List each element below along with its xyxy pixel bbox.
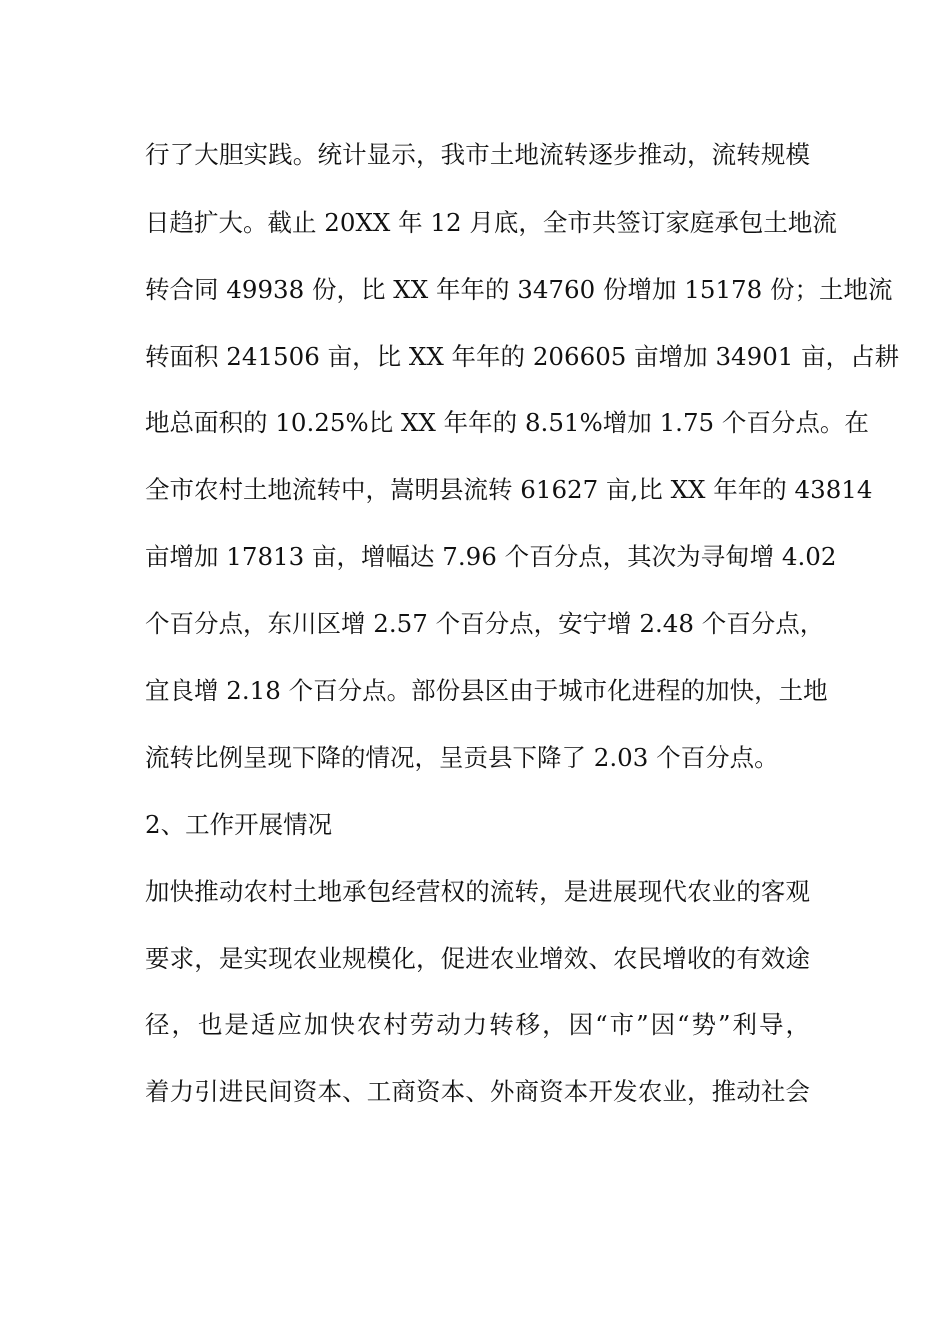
- section-heading: 2、工作开展情况: [145, 810, 333, 839]
- body-text-line: 地总面积的 10.25%比 XX 年年的 8.51%增加 1.75 个百分点。在: [145, 408, 869, 437]
- body-text-line: 转合同 49938 份，比 XX 年年的 34760 份增加 15178 份；土地流: [145, 275, 893, 304]
- body-text-line: 转面积 241506 亩，比 XX 年年的 206605 亩增加 34901 亩，占耕: [145, 342, 900, 371]
- body-text-line: 宜良增 2.18 个百分点。部份县区由于城市化进程的加快，土地: [145, 676, 828, 705]
- body-text-line: 日趋扩大。截止 20XX 年 12 月底，全市共签订家庭承包土地流: [145, 208, 837, 237]
- body-text-line: 个百分点，东川区增 2.57 个百分点，安宁增 2.48 个百分点，: [145, 609, 825, 638]
- body-text-line: 要求，是实现农业规模化，促进农业增效、农民增收的有效途: [145, 944, 810, 973]
- body-text-line: 着力引进民间资本、工商资本、外商资本开发农业，推动社会: [145, 1077, 810, 1106]
- body-text-line: 全市农村土地流转中，嵩明县流转 61627 亩,比 XX 年年的 43814: [145, 475, 873, 504]
- body-text-line: 亩增加 17813 亩，增幅达 7.96 个百分点，其次为寻甸增 4.02: [145, 542, 837, 571]
- body-text-line: 加快推动农村土地承包经营权的流转，是进展现代农业的客观: [145, 877, 810, 906]
- body-text-line: 径，也是适应加快农村劳动力转移，因“市”因“势”利导，: [145, 1010, 810, 1039]
- body-text-line: 行了大胆实践。统计显示，我市土地流转逐步推动，流转规模: [145, 140, 810, 169]
- body-text-line: 流转比例呈现下降的情况，呈贡县下降了 2.03 个百分点。: [145, 743, 779, 772]
